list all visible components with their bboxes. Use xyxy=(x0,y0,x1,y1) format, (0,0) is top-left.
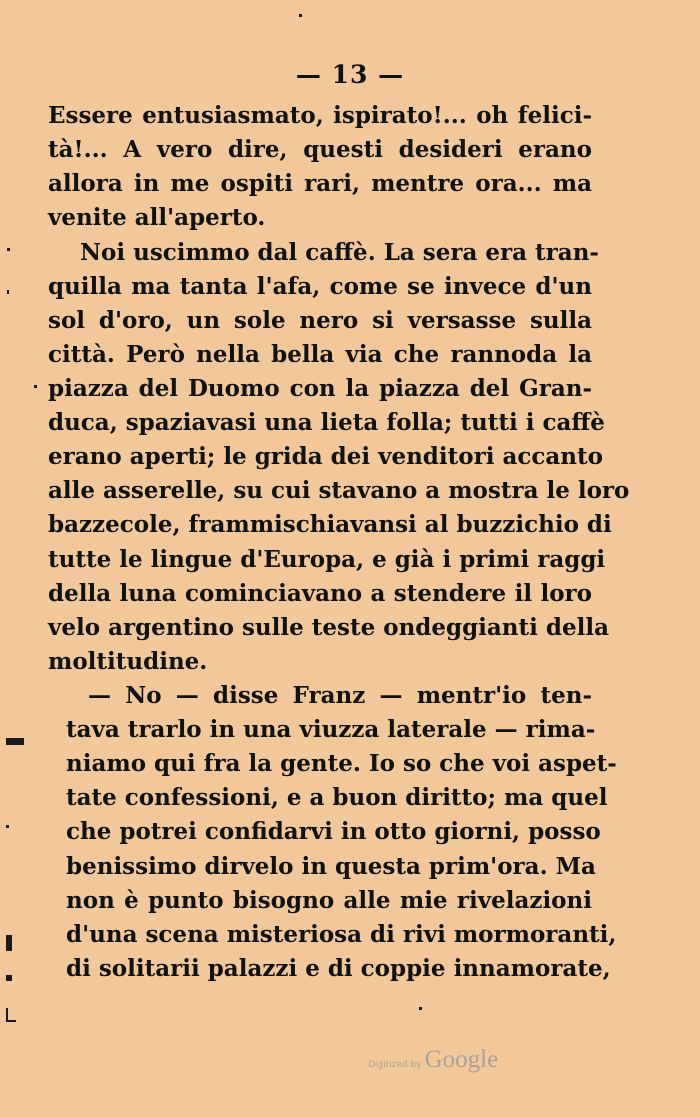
text-line: duca, spaziavasi una lieta folla; tutti i caffè xyxy=(48,409,605,436)
text-line: benissimo dirvelo in questa prim'ora. Ma xyxy=(66,853,596,880)
text-line: bazzecole, frammischiavansi al buzzichio di xyxy=(48,511,612,538)
google-logo: Google xyxy=(424,1046,499,1073)
scan-speck xyxy=(6,825,9,828)
text-line: d'una scena misteriosa di rivi mormoranti, xyxy=(66,921,617,948)
scan-speck xyxy=(299,14,302,17)
page-number: — 13 — xyxy=(295,60,405,89)
text-line: di solitarii palazzi e di coppie innamorate, xyxy=(66,955,611,982)
scan-speck xyxy=(6,935,12,951)
text-line: velo argentino sulle teste ondeggianti della xyxy=(48,614,609,641)
text-line: erano aperti; le grida dei venditori accanto xyxy=(48,443,603,470)
scan-speck xyxy=(6,975,12,981)
scan-speck xyxy=(6,738,24,745)
scan-speck xyxy=(7,248,10,251)
text-line: della luna cominciavano a stendere il loro xyxy=(48,580,592,607)
scan-speck xyxy=(34,385,37,388)
text-line: città. Però nella bella via che rannoda la xyxy=(48,341,592,368)
text-line: tà!... A vero dire, questi desideri erano xyxy=(48,136,592,163)
text-line: non è punto bisogno alle mie rivelazioni xyxy=(66,887,592,914)
scan-speck xyxy=(6,1020,16,1022)
text-line: che potrei confidarvi in otto giorni, posso xyxy=(66,818,601,845)
text-line: tate confessioni, e a buon diritto; ma quel xyxy=(66,784,608,811)
text-line: niamo qui fra la gente. Io so che voi aspet- xyxy=(66,750,617,777)
scan-speck xyxy=(419,1007,422,1010)
text-line: — No — disse Franz — mentr'io ten- xyxy=(88,682,592,709)
scan-speck xyxy=(7,290,9,294)
text-line: quilla ma tanta l'afa, come se invece d'un xyxy=(48,273,592,300)
text-line: venite all'aperto. xyxy=(48,204,266,231)
text-line: Essere entusiasmato, ispirato!... oh felici- xyxy=(48,102,592,129)
text-line: Noi uscimmo dal caffè. La sera era tran- xyxy=(80,239,599,266)
watermark-prefix: Digitized by xyxy=(368,1060,422,1070)
text-line: alle asserelle, su cui stavano a mostra le loro xyxy=(48,477,630,504)
digitized-watermark xyxy=(368,1046,498,1074)
text-line: tutte le lingue d'Europa, e già i primi raggi xyxy=(48,546,606,573)
text-line: sol d'oro, un sole nero si versasse sulla xyxy=(48,307,592,334)
text-line: piazza del Duomo con la piazza del Gran- xyxy=(48,375,592,402)
text-line: tava trarlo in una viuzza laterale — rima- xyxy=(66,716,596,743)
text-line: moltitudine. xyxy=(48,648,208,675)
text-line: allora in me ospiti rari, mentre ora... ma xyxy=(48,170,592,197)
